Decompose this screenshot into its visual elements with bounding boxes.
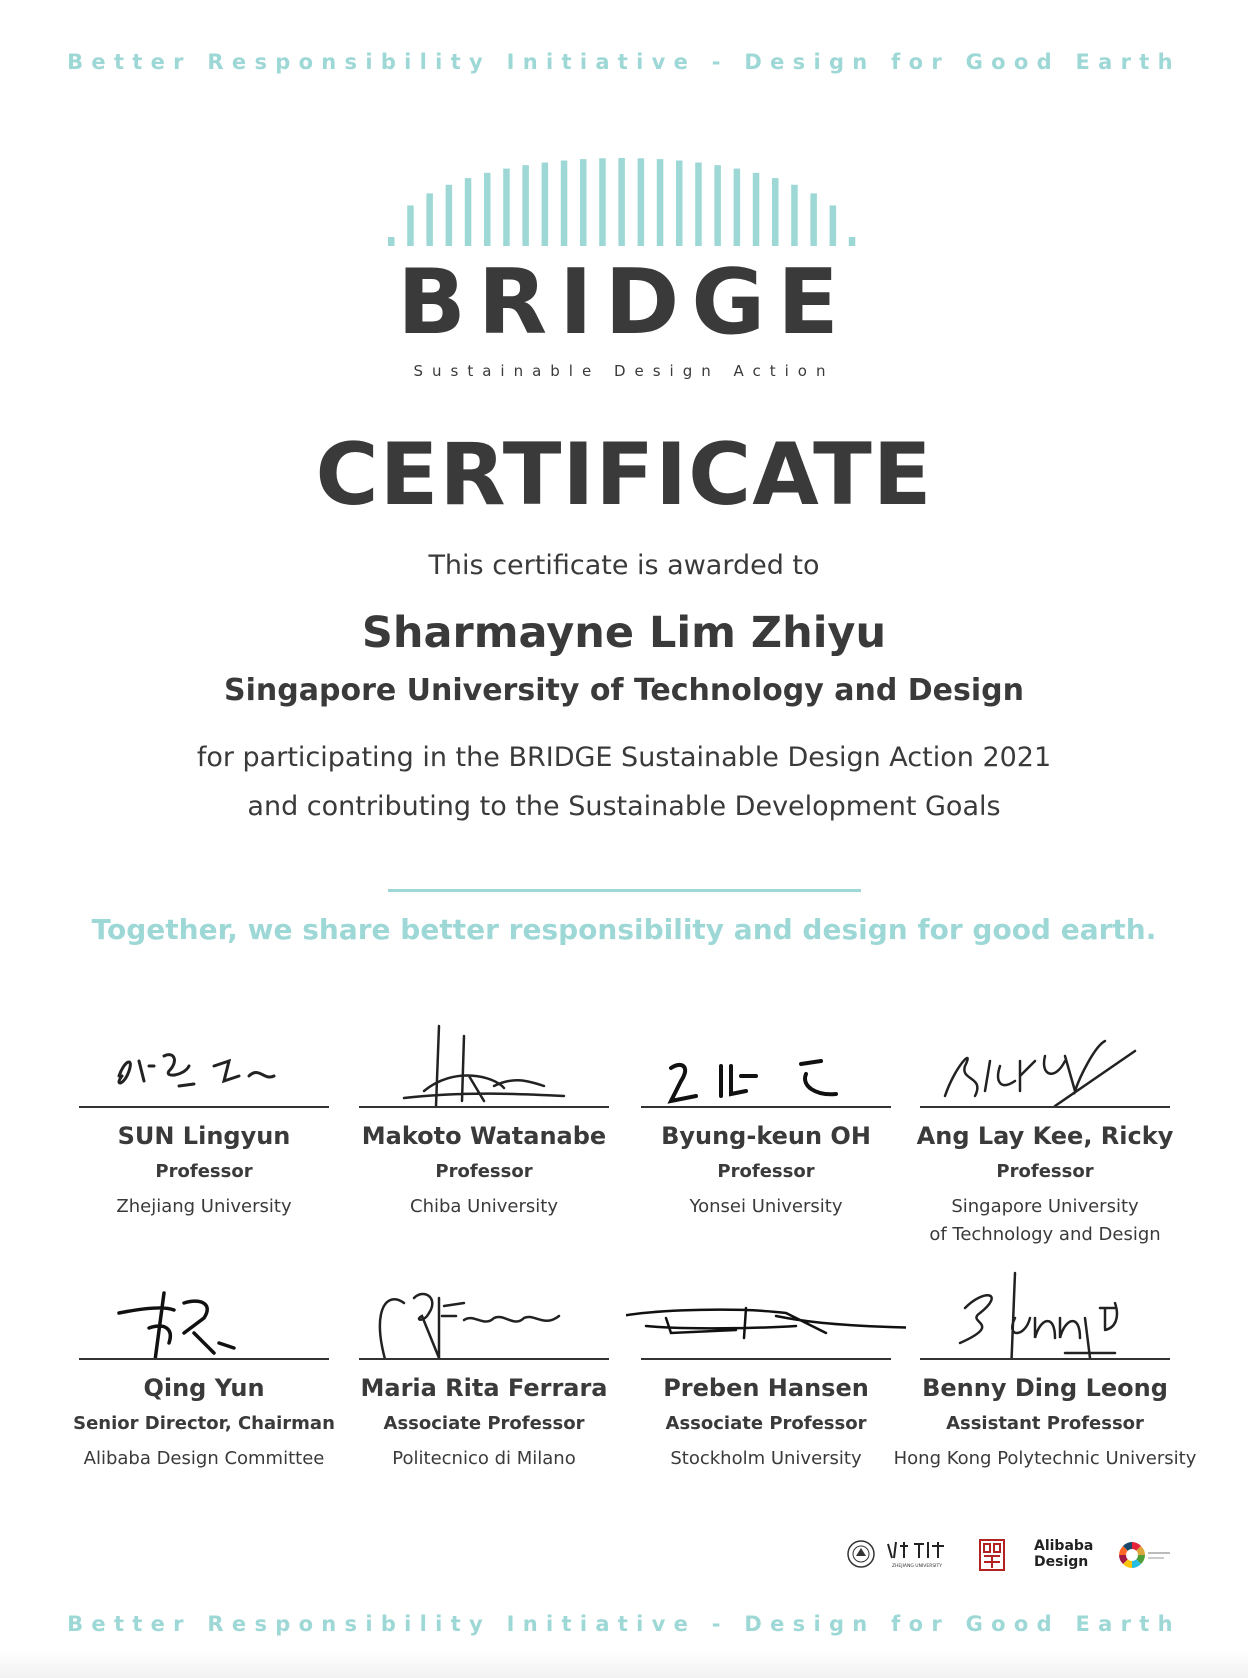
brand-name: BRIDGE <box>397 250 851 355</box>
signatory-role: Professor <box>435 1161 533 1182</box>
logo-bar <box>580 159 587 246</box>
university-seal-icon <box>846 1538 876 1570</box>
signatory-role: Associate Professor <box>665 1413 867 1434</box>
signatory-role: Professor <box>717 1161 815 1182</box>
certificate-title: CERTIFICATE <box>315 425 933 525</box>
logo-bar <box>618 158 625 246</box>
reason-line-1: for participating in the BRIDGE Sustainable Design Action 2021 <box>196 742 1052 773</box>
logo-bar <box>676 161 683 246</box>
recipient-institution: Singapore University of Technology and Design <box>224 673 1024 708</box>
signatory-name: Qing Yun <box>143 1374 265 1402</box>
red-seal-logo-icon <box>978 1538 1006 1572</box>
signatory-institution: Singapore University of Technology and Design <box>929 1196 1161 1245</box>
logo-bar <box>734 169 741 246</box>
handwritten-signature-icon <box>626 1006 906 1106</box>
logo-bar <box>446 185 453 246</box>
signatory-name: Makoto Watanabe <box>361 1122 607 1150</box>
handwritten-signature-icon <box>64 1258 344 1358</box>
handwritten-signature-icon <box>626 1258 906 1358</box>
zhejiang-university-logo-icon <box>884 1538 950 1570</box>
signatory-role: Assistant Professor <box>946 1413 1144 1434</box>
logo-bar <box>810 193 817 246</box>
logo-bar <box>791 185 798 246</box>
bridge-logo-bars-icon <box>386 150 862 246</box>
signatory-name: Byung-keun OH <box>661 1122 871 1150</box>
logo-bar <box>465 178 472 246</box>
signatory-name: SUN Lingyun <box>117 1122 291 1150</box>
logo-bar <box>407 205 414 246</box>
logo-bar <box>638 158 645 246</box>
signatory-name: Benny Ding Leong <box>922 1374 1168 1402</box>
signatory-institution: Politecnico di Milano <box>392 1448 576 1469</box>
handwritten-signature-icon <box>905 1006 1185 1106</box>
signatory-role: Professor <box>155 1161 253 1182</box>
logo-bar <box>849 237 856 246</box>
bottom-banner: Better Responsibility Initiative - Design for Good Earth <box>67 1612 1181 1636</box>
page-bottom-fade <box>0 1650 1248 1678</box>
logo-bar <box>772 178 779 246</box>
logo-bar <box>484 173 491 246</box>
signature-line <box>79 1358 329 1360</box>
logo-bar <box>388 237 395 246</box>
logo-bar <box>561 161 568 246</box>
signatory-role: Senior Director, Chairman <box>73 1413 335 1434</box>
signature-line <box>359 1106 609 1108</box>
logo-bar <box>599 158 606 246</box>
logo-bar <box>657 159 664 246</box>
signatory-name: Preben Hansen <box>663 1374 869 1402</box>
alibaba-design-logo: Alibaba Design <box>1034 1538 1094 1570</box>
logo-bar <box>753 173 760 246</box>
handwritten-signature-icon <box>344 1258 624 1358</box>
awarded-to-text: This certificate is awarded to <box>428 550 820 581</box>
signatory-institution: Yonsei University <box>689 1196 843 1217</box>
signature-line <box>79 1106 329 1108</box>
motto: Together, we share better responsibility and design for good earth. <box>91 913 1157 946</box>
signature-line <box>641 1358 891 1360</box>
signatory-name: Ang Lay Kee, Ricky <box>916 1122 1174 1150</box>
recipient-name: Sharmayne Lim Zhiyu <box>361 608 887 658</box>
logo-bar <box>503 169 510 246</box>
signature-line <box>920 1106 1170 1108</box>
signatory-institution: Alibaba Design Committee <box>83 1448 325 1469</box>
top-banner: Better Responsibility Initiative - Design for Good Earth <box>67 50 1181 74</box>
handwritten-signature-icon <box>344 1006 624 1106</box>
signatory-role: Associate Professor <box>383 1413 585 1434</box>
signatory-institution: Zhejiang University <box>116 1196 292 1217</box>
signatory-institution: Hong Kong Polytechnic University <box>893 1448 1197 1469</box>
sdg-wheel-logo-icon <box>1116 1538 1172 1572</box>
logo-bar <box>714 165 721 246</box>
brand-subtitle: Sustainable Design Action <box>413 362 835 380</box>
signatory-name: Maria Rita Ferrara <box>360 1374 608 1402</box>
divider <box>388 889 861 892</box>
logo-bar <box>695 163 702 246</box>
signatory-institution: Chiba University <box>410 1196 558 1217</box>
handwritten-signature-icon <box>905 1258 1185 1358</box>
logo-bar <box>522 165 529 246</box>
logo-bar <box>426 193 433 246</box>
reason-line-2: and contributing to the Sustainable Development Goals <box>247 791 1001 822</box>
handwritten-signature-icon <box>64 1006 344 1106</box>
svg-text:ZHEJIANG UNIVERSITY: ZHEJIANG UNIVERSITY <box>891 1564 943 1569</box>
signature-line <box>920 1358 1170 1360</box>
signature-line <box>359 1358 609 1360</box>
signature-line <box>641 1106 891 1108</box>
signatory-role: Professor <box>996 1161 1094 1182</box>
signatory-institution: Stockholm University <box>670 1448 862 1469</box>
logo-bar <box>830 205 837 246</box>
logo-bar <box>542 163 549 246</box>
